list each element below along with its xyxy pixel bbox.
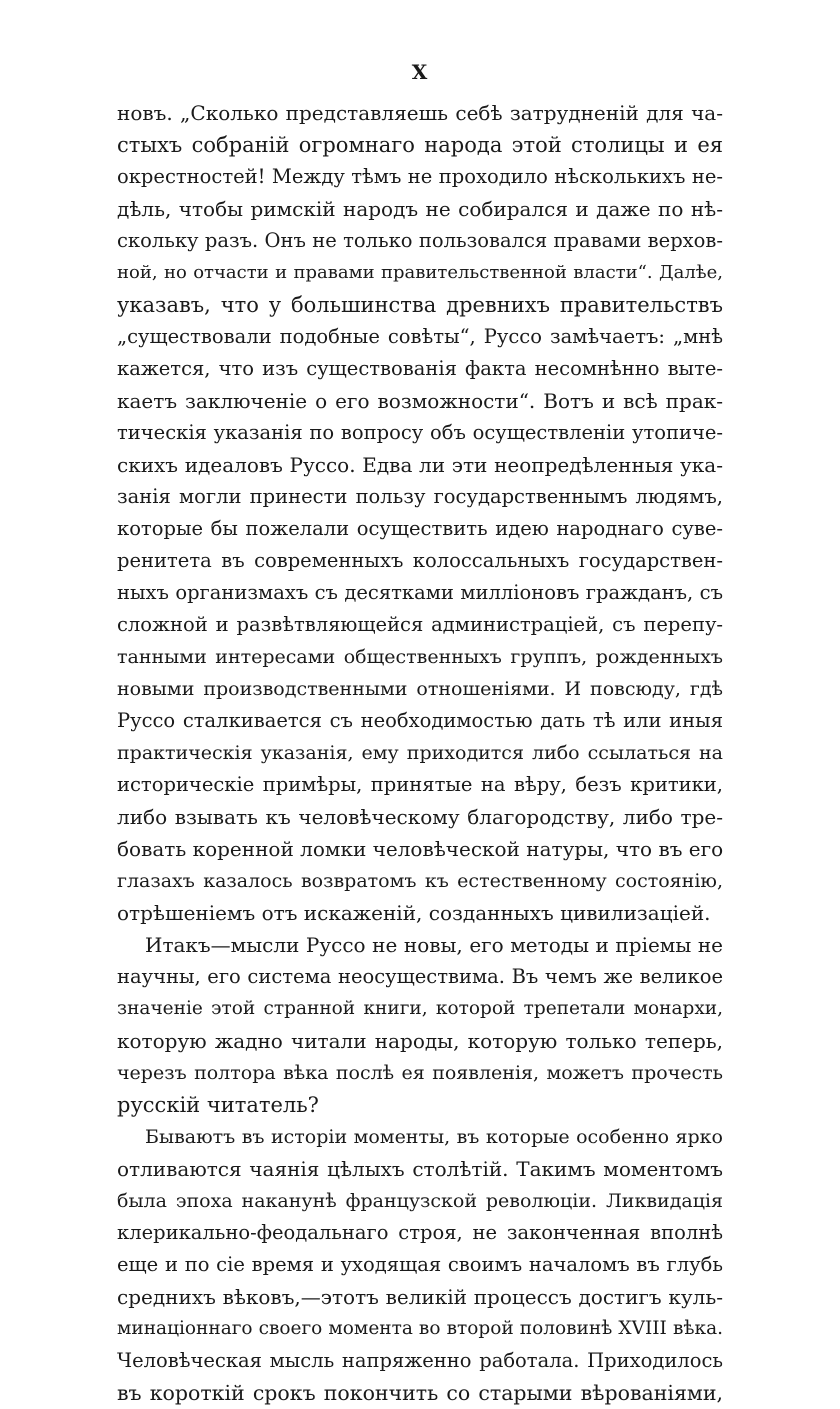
text-line: была эпоха наканунѣ французской революціи. Ликвидація: [117, 1190, 723, 1212]
text-line: значеніе этой странной книги, которой трепетали монархи,: [117, 998, 723, 1019]
text-line: новыми производственными отношеніями. И повсюду, гдѣ: [117, 678, 723, 700]
text-line: научны, его система неосуществима. Въ чемъ же великое: [117, 965, 723, 988]
text-line: еще и по сіе время и уходящая своимъ началомъ въ глубь: [117, 1253, 723, 1276]
text-line: въ короткій срокъ покончить со старыми вѣрованіями,: [117, 1381, 723, 1405]
text-line: ныхъ организмахъ съ десятками милліоновъ гражданъ, съ: [117, 581, 723, 604]
text-line: черезъ полтора вѣка послѣ ея появленія, можетъ прочесть: [117, 1062, 723, 1084]
text-line: отрѣшеніемъ отъ искаженій, созданныхъ цивилизаціей.: [117, 901, 711, 925]
text-line: клерикально-феодальнаго строя, не законченная вполнѣ: [117, 1221, 723, 1244]
text-line: окрестностей! Между тѣмъ не проходило нѣсколькихъ не-: [117, 165, 723, 188]
page-number: X: [411, 60, 429, 84]
text-line: Бываютъ въ исторіи моменты, въ которые особенно ярко: [145, 1126, 723, 1148]
text-line: ренитета въ современныхъ колоссальныхъ государствен-: [117, 549, 723, 572]
text-line: Человѣческая мысль напряженно работала. Приходилось: [117, 1349, 723, 1372]
text-line: „существовали подобные совѣты“, Руссо замѣчаетъ: „мнѣ: [117, 325, 723, 348]
text-line: танными интересами общественныхъ группъ, рожденныхъ: [117, 646, 723, 668]
text-line: Руссо сталкивается съ необходимостью дать тѣ или иныя: [117, 709, 723, 732]
text-line: которые бы пожелали осуществить идею народнаго суве-: [117, 517, 723, 540]
text-line: минаціоннаго своего момента во второй половинѣ XVIII вѣка.: [117, 1318, 723, 1339]
text-line: скихъ идеаловъ Руссо. Едва ли эти неопредѣленныя ука-: [117, 453, 723, 477]
text-line: новъ. „Сколько представляешь себѣ затрудненій для ча-: [117, 101, 723, 125]
text-line: отливаются чаянія цѣлыхъ столѣтій. Такимъ моментомъ: [117, 1157, 723, 1181]
text-line: глазахъ казалось возвратомъ къ естественному состоянію,: [117, 870, 723, 892]
text-line: указавъ, что у большинства древнихъ правительствъ: [117, 293, 723, 317]
text-line: кажется, что изъ существованія факта несомнѣнно выте-: [117, 357, 723, 380]
text-line: дѣль, чтобы римскій народъ не собирался и даже по нѣ-: [117, 197, 723, 221]
page-text: [117, 97, 723, 1409]
text-line: практическія указанія, ему приходится либо ссылаться на: [117, 742, 723, 764]
text-line: тическія указанія по вопросу объ осуществленіи утопиче-: [117, 421, 723, 444]
text-line: русскій читатель?: [117, 1093, 319, 1117]
text-line: сложной и развѣтвляющейся администраціей, съ перепу-: [117, 613, 723, 636]
text-line: которую жадно читали народы, которую только теперь,: [117, 1029, 723, 1053]
text-line: каетъ заключеніе о его возможности“. Вотъ и всѣ прак-: [117, 389, 723, 413]
text-line: занія могли принести пользу государственнымъ людямъ,: [117, 485, 723, 508]
text-line: историческіе примѣры, принятые на вѣру, безъ критики,: [117, 773, 723, 796]
text-line: бовать коренной ломки человѣческой натуры, что въ его: [117, 837, 723, 861]
text-line: Итакъ—мысли Руссо не новы, его методы и пріемы не: [145, 933, 723, 957]
text-line: среднихъ вѣковъ,—этотъ великій процессъ достигъ куль-: [117, 1285, 723, 1309]
text-line: стыхъ собраній огромнаго народа этой столицы и ея: [117, 133, 723, 157]
text-line: ной, но отчасти и правами правительственной власти“. Далѣе,: [117, 262, 723, 283]
text-line: скольку разъ. Онъ не только пользовался правами верхов-: [117, 229, 723, 252]
text-line: либо взывать къ человѣческому благородству, либо тре-: [117, 805, 723, 829]
